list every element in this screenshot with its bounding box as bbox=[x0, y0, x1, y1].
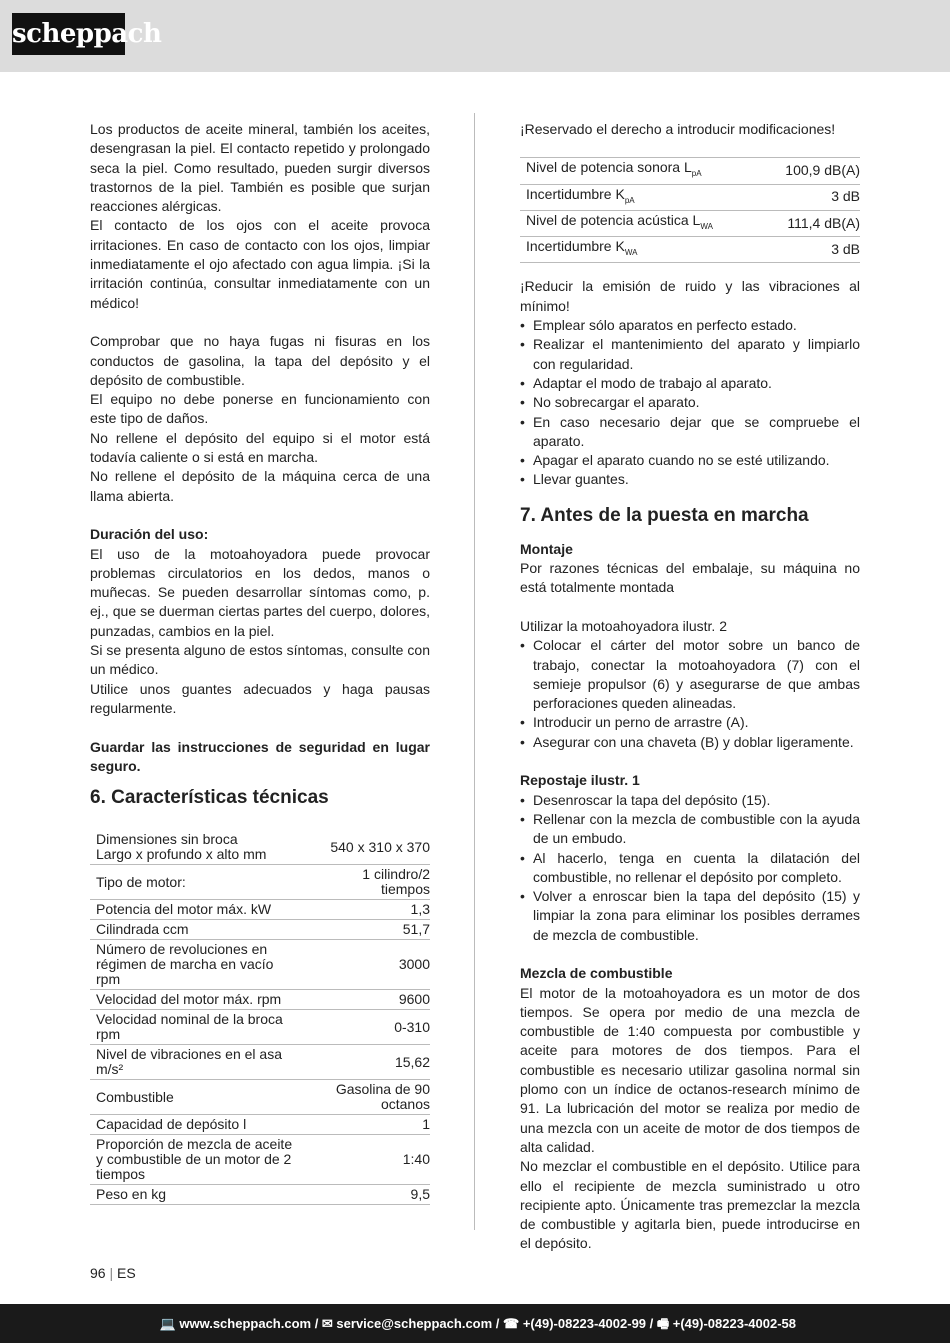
list-item: • Al hacerlo, tenga en cuenta la dilatación del combustible, no rellenar el depósito por completo. bbox=[520, 849, 860, 888]
page-footer bbox=[0, 1304, 950, 1343]
right-column bbox=[520, 120, 860, 1254]
paragraph: El uso de la motoahoyadora puede provocar problemas circulatorios en los dedos, manos o muñecas. Se pueden desarrollar síntomas como, p. ej., que se duerman ciertas partes del cuerpo, dolores, punzadas, cambios en la piel. bbox=[90, 545, 430, 639]
spec-row bbox=[90, 865, 430, 900]
noise-row bbox=[520, 184, 860, 210]
list-item: • Emplear sólo aparatos en perfecto estado. bbox=[520, 316, 860, 335]
spec-label: Velocidad del motor máx. rpm bbox=[90, 990, 307, 1010]
spec-value: 3000 bbox=[307, 940, 430, 990]
spec-label: Dimensiones sin broca Largo x profundo x alto mm bbox=[90, 830, 307, 865]
mix-heading: Mezcla de combustible bbox=[520, 965, 673, 982]
paragraph: No mezclar el combustible en el depósito. Utilice para ello el recipiente de mezcla suministrado u otro recipiente apto. Únicamente tras premezclar la mezcla de combustible y agitarla bien, puede introducirse en el depósito. bbox=[520, 1158, 860, 1252]
spec-value: Gasolina de 90 octanos bbox=[307, 1080, 430, 1115]
spec-value: 9,5 bbox=[307, 1185, 430, 1205]
spec-label: Tipo de motor: bbox=[90, 865, 307, 900]
spec-row bbox=[90, 1185, 430, 1205]
noise-row bbox=[520, 210, 860, 236]
spec-value: 15,62 bbox=[307, 1045, 430, 1080]
section-7-heading: 7. Antes de la puesta en marcha bbox=[520, 504, 809, 526]
paragraph: Utilice unos guantes adecuados y haga pausas regularmente. bbox=[90, 680, 430, 716]
paragraph: El contacto de los ojos con el aceite provoca irritaciones. En caso de contacto con los ojos, limpiar inmediatamente el ojo afectado con agua limpia. ¡Si la irritación continúa, consultar inmediatamente con un médico! bbox=[90, 217, 430, 311]
page-number-value: 96 bbox=[90, 1265, 106, 1281]
paragraph: El motor de la motoahoyadora es un motor de dos tiempos. Se opera por medio de una mezcla de combustible de 1:40 compuesta por combustible y aceite para motores de dos tiempos. Para el combustible es necesario utilizar gasolina normal sin plomo con un índice de octanos-research mínimo de 91. La lubricación del motor se realiza por medio de una mezcla con un aceite de motor de dos tiempos de alta calidad. bbox=[520, 984, 860, 1155]
refuel-heading: Repostaje ilustr. 1 bbox=[520, 772, 640, 789]
list-item: • Desenroscar la tapa del depósito (15). bbox=[520, 791, 860, 810]
spec-value: 1 bbox=[307, 1115, 430, 1135]
spec-value: 1 cilindro/2 tiempos bbox=[307, 865, 430, 900]
noise-row bbox=[520, 158, 860, 184]
paragraph: El equipo no debe ponerse en funcionamiento con este tipo de daños. bbox=[90, 391, 430, 427]
paragraph: Utilizar la motoahoyadora ilustr. 2 bbox=[520, 617, 727, 634]
spec-value: 1,3 bbox=[307, 900, 430, 920]
list-item: • Realizar el mantenimiento del aparato y limpiarlo con regularidad. bbox=[520, 335, 860, 374]
montaje-heading: Montaje bbox=[520, 540, 573, 557]
noise-value: 3 dB bbox=[762, 184, 860, 210]
noise-label: Nivel de potencia acústica $L_{WA}$ bbox=[520, 210, 762, 236]
spec-value: 51,7 bbox=[307, 920, 430, 940]
spec-label: Capacidad de depósito l bbox=[90, 1115, 307, 1135]
scheppach-logo: scheppach bbox=[12, 13, 125, 55]
spec-label: Proporción de mezcla de aceite y combustible de un motor de 2 tiempos bbox=[90, 1135, 307, 1185]
list-item: • No sobrecargar el aparato. bbox=[520, 393, 860, 412]
page-number: 96 | ES bbox=[90, 1265, 136, 1281]
spec-label: Potencia del motor máx. kW bbox=[90, 900, 307, 920]
spec-label: Número de revoluciones en régimen de marcha en vacío rpm bbox=[90, 940, 307, 990]
list-item: • Asegurar con una chaveta (B) y doblar ligeramente. bbox=[520, 733, 860, 752]
noise-value: 111,4 dB(A) bbox=[762, 210, 860, 236]
noise-value: 100,9 dB(A) bbox=[762, 158, 860, 184]
reserved-note: ¡Reservado el derecho a introducir modificaciones! bbox=[520, 121, 836, 137]
spec-row bbox=[90, 1045, 430, 1080]
contact-line: 💻 www.scheppach.com / ✉ service@scheppach.com / ☎ +(49)-08223-4002-99 / 🖷 +(49)-08223-4002-58 bbox=[159, 1316, 796, 1331]
list-item: • Apagar el aparato cuando no se esté utilizando. bbox=[520, 451, 860, 470]
list-item: • Introducir un perno de arrastre (A). bbox=[520, 713, 860, 732]
reduce-heading: ¡Reducir la emisión de ruido y las vibraciones al mínimo! bbox=[520, 278, 860, 314]
spec-row bbox=[90, 990, 430, 1010]
spec-label: Peso en kg bbox=[90, 1185, 307, 1205]
noise-label: Nivel de potencia sonora $L_{pA}$ bbox=[520, 158, 762, 184]
section-6-heading: 6. Características técnicas bbox=[90, 787, 329, 809]
refuel-list bbox=[520, 791, 860, 945]
paragraph: Los productos de aceite mineral, también los aceites, desengrasan la piel. El contacto repetido y prolongado seca la piel. Como resultado, pueden surgir diversos trastornos de la piel. También es posible que surjan reacciones alérgicas. bbox=[90, 121, 430, 215]
list-item: • Llevar guantes. bbox=[520, 470, 860, 489]
spec-row bbox=[90, 1080, 430, 1115]
list-item: • Adaptar el modo de trabajo al aparato. bbox=[520, 374, 860, 393]
language-code: ES bbox=[117, 1265, 136, 1281]
spec-label: Nivel de vibraciones en el asa m/s² bbox=[90, 1045, 307, 1080]
montaje-list bbox=[520, 636, 860, 752]
noise-row bbox=[520, 237, 860, 263]
spec-value: 1:40 bbox=[307, 1135, 430, 1185]
keep-instructions-note: Guardar las instrucciones de seguridad en lugar seguro. bbox=[90, 738, 430, 774]
duration-heading: Duración del uso: bbox=[90, 526, 209, 543]
list-item: • Rellenar con la mezcla de combustible con la ayuda de un embudo. bbox=[520, 810, 860, 849]
noise-table bbox=[520, 157, 860, 263]
spec-row bbox=[90, 1010, 430, 1045]
spec-row bbox=[90, 920, 430, 940]
paragraph: Por razones técnicas del embalaje, su máquina no está totalmente montada bbox=[520, 560, 860, 596]
spec-label: Velocidad nominal de la broca rpm bbox=[90, 1010, 307, 1045]
paragraph: Si se presenta alguno de estos síntomas, consulte con un médico. bbox=[90, 642, 430, 678]
list-item: • Volver a enroscar bien la tapa del depósito (15) y limpiar la zona para eliminar los posibles derrames de mezcla de combustible. bbox=[520, 887, 860, 945]
spec-row bbox=[90, 900, 430, 920]
spec-label: Cilindrada ccm bbox=[90, 920, 307, 940]
noise-value: 3 dB bbox=[762, 237, 860, 263]
spec-label: Combustible bbox=[90, 1080, 307, 1115]
noise-label: Incertidumbre $K_{pA}$ bbox=[520, 184, 762, 210]
spec-row bbox=[90, 1135, 430, 1185]
spec-row bbox=[90, 940, 430, 990]
spec-value: 9600 bbox=[307, 990, 430, 1010]
spec-value: 0-310 bbox=[307, 1010, 430, 1045]
left-column bbox=[90, 120, 430, 1205]
spec-row bbox=[90, 830, 430, 865]
paragraph: No rellene el depósito de la máquina cerca de una llama abierta. bbox=[90, 468, 430, 504]
page-header bbox=[0, 0, 950, 72]
list-item: • Colocar el cárter del motor sobre un banco de trabajo, conectar la motoahoyadora (7) con el semieje propulsor (6) y asegurarse de que ambas perforaciones queden alineadas. bbox=[520, 636, 860, 713]
column-divider bbox=[474, 113, 475, 1230]
spec-value: 540 x 310 x 370 bbox=[307, 830, 430, 865]
paragraph: Comprobar que no haya fugas ni fisuras en los conductos de gasolina, la tapa del depósito y el depósito de combustible. bbox=[90, 333, 430, 388]
reduce-list bbox=[520, 316, 860, 490]
noise-label: Incertidumbre $K_{WA}$ bbox=[520, 237, 762, 263]
list-item: • En caso necesario dejar que se compruebe el aparato. bbox=[520, 413, 860, 452]
spec-table bbox=[90, 830, 430, 1205]
paragraph: No rellene el depósito del equipo si el motor está todavía caliente o si está en marcha. bbox=[90, 429, 430, 466]
spec-row bbox=[90, 1115, 430, 1135]
